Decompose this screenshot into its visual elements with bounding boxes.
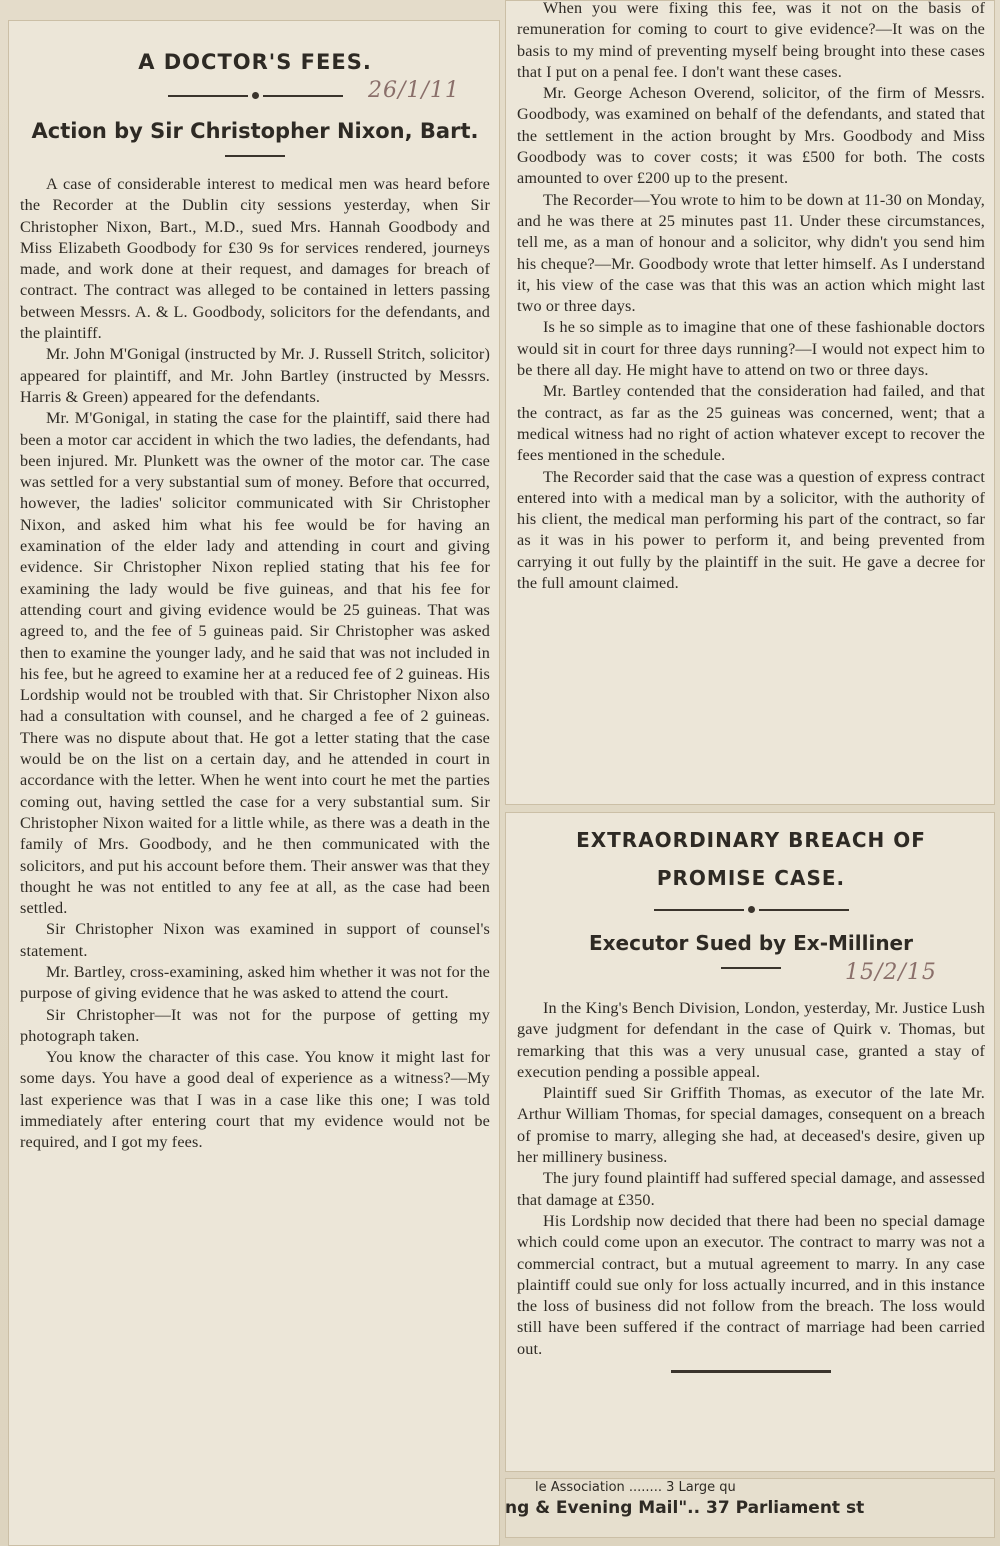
paragraph: The Recorder said that the case was a question of express contract entered into with a medical man by a solicitor, with the authority of his client, the medical man performing his part of the contract, so far as it was in his power to perform it, and being prevented from carrying it out fully by the plaintiff in the suit. He gave a decree for the full amount claimed. — [517, 467, 985, 593]
handwritten-date: 26/1/11 — [368, 78, 460, 103]
article-body — [20, 174, 490, 1154]
article-header — [20, 50, 490, 157]
article-title-line2: PROMISE CASE. — [656, 866, 846, 890]
subtitle-rule — [721, 967, 781, 969]
article-subtitle: Executor Sued by Ex-Milliner — [588, 931, 913, 955]
footer-line-1: le Association ........ 3 Large qu — [535, 1480, 736, 1495]
paragraph: Mr. M'Gonigal, in stating the case for the plaintiff, said there had been a motor car accident in which the two ladies, the defendants, had been injured. Mr. Plunkett was the owner of the motor car. The case was settled for a very substantial sum of money. Before that occurred, however, the ladies' solicitor communicated with Sir Christopher Nixon, and asked him what his fee would be for having an examination of the elder lady and attending in court and giving evidence. Sir Christopher Nixon replied stating that his fee for examining the lady would be five guineas, and that his fee for attending court and giving evidence would be 25 guineas. That was agreed to, and the fee of 5 guineas paid. Sir Christopher was asked then to examine the younger lady, and he said that was not included in his fee, but he agreed to examine her at a reduced fee of 2 guineas. His Lordship would not be troubled with that. Sir Christopher Nixon also had a consultation with counsel, and he charged a fee of 2 guineas. There was no dispute about that. He got a letter stating that the case would be on the list on a certain day, and he attended in court in accordance with the letter. When he went into court he met the parties coming out, having settled the case for a very substantial sum. Sir Christopher Nixon waited for a little while, as there was a death in the family of Mrs. Goodbody, and he then communicated with the solicitors, and put his account before them. Their answer was that they thought he was not entitled to any fee at all, as the case had been settled. — [20, 409, 490, 918]
paragraph: You know the character of this case. You know it might last for some days. You have a good deal of experience as a witness?—My last experience was that I was in a case like this one; I was told immediately after entering court that my evidence would not be required, and I got my fees. — [20, 1048, 490, 1152]
paragraph: In the King's Bench Division, London, yesterday, Mr. Justice Lush gave judgment for defendant in the case of Quirk v. Thomas, but remarking that this was a very unusual case, granted a stay of execution pending a possible appeal. — [517, 999, 985, 1081]
article-subtitle: Action by Sir Christopher Nixon, Bart. — [31, 119, 479, 143]
paragraph: The Recorder—You wrote to him to be down at 11-30 on Monday, and he was there at 25 minutes past 11. Under these circumstances, tell me, as a man of honour and a solicitor, why didn't you send him his cheque?—Mr. Goodbody wrote that letter himself. As I understand it, his view of the case was that this was an action which might last two or three days. — [517, 190, 985, 316]
article-doctors-fees — [8, 20, 500, 1546]
paragraph: Mr. John M'Gonigal (instructed by Mr. J. Russell Stritch, solicitor) appeared for plaintiff, and Mr. John Bartley (instructed by Messrs. Harris & Green) appeared for the defendants. — [20, 345, 490, 406]
paragraph: Sir Christopher—It was not for the purpose of getting my photograph taken. — [20, 1005, 490, 1045]
paragraph: When you were fixing this fee, was it not on the basis of remuneration for coming to court to give evidence?—It was on the basis to my mind of preventing myself being brought into these cases that I put on a penal fee. I don't want these cases. — [517, 0, 985, 81]
paragraph: Sir Christopher Nixon was examined in support of counsel's statement. — [20, 920, 490, 960]
article-continuation — [505, 0, 995, 805]
paragraph: Mr. Bartley contended that the consideration had failed, and that the contract, as far as the 25 guineas was concerned, went; that a medical witness had no right of action whatever except to recover the fees mentioned in the schedule. — [517, 382, 985, 465]
article-body — [517, 998, 985, 1373]
title-ornament — [517, 906, 985, 913]
footer-line-2: ng & Evening Mail".. 37 Parliament st — [505, 1498, 865, 1518]
article-title: A DOCTOR'S FEES. — [138, 50, 372, 74]
underlying-newspaper-strip — [505, 1478, 995, 1538]
paragraph: His Lordship now decided that there had been no special damage which could come upon an executor. The contract to marry was not a commercial contract, but a mutual agreement to marry. In any case plaintiff could sue only for loss actually incurred, and in this instance the loss of business did not follow from the breach. The loss would still have been suffered if the contract of marriage had been carried out. — [517, 1211, 985, 1358]
paragraph: Plaintiff sued Sir Griffith Thomas, as executor of the late Mr. Arthur William Thomas, for special damages, consequent on a breach of promise to marry, alleging she had, at deceased's desire, given up her millinery business. — [517, 1084, 985, 1167]
article-breach-of-promise — [505, 812, 995, 1472]
article-title-line1: EXTRAORDINARY BREACH OF — [576, 828, 926, 852]
continuation-body — [517, 0, 985, 594]
end-rule — [671, 1370, 831, 1373]
paragraph: Mr. George Acheson Overend, solicitor, of the firm of Messrs. Goodbody, was examined on behalf of the defendants, and stated that the settlement in the action brought by Mrs. Goodbody and Miss Goodbody was to cover costs; it was £500 for both. The costs amounted to over £200 up to the present. — [517, 84, 985, 188]
paragraph: The jury found plaintiff had suffered special damage, and assessed that damage at £350. — [517, 1169, 985, 1209]
article-header — [517, 828, 985, 969]
paragraph: Is he so simple as to imagine that one of these fashionable doctors would sit in court for three days running?—I would not expect him to be there all day. He might have to attend on two or three days. — [517, 318, 985, 380]
handwritten-date: 15/2/15 — [845, 960, 937, 985]
paragraph: A case of considerable interest to medical men was heard before the Recorder at the Dublin city sessions yesterday, when Sir Christopher Nixon, Bart., M.D., sued Mrs. Hannah Goodbody and Miss Elizabeth Goodbody for £30 9s for services rendered, journeys made, and work done at their request, and damages for breach of contract. The contract was alleged to be contained in letters passing between Messrs. A. & L. Goodbody, solicitors for the defendants, and the plaintiff. — [20, 175, 490, 343]
paragraph: Mr. Bartley, cross-examining, asked him whether it was not for the purpose of giving evidence that he was asked to attend the court. — [20, 962, 490, 1003]
subtitle-rule — [225, 155, 285, 157]
